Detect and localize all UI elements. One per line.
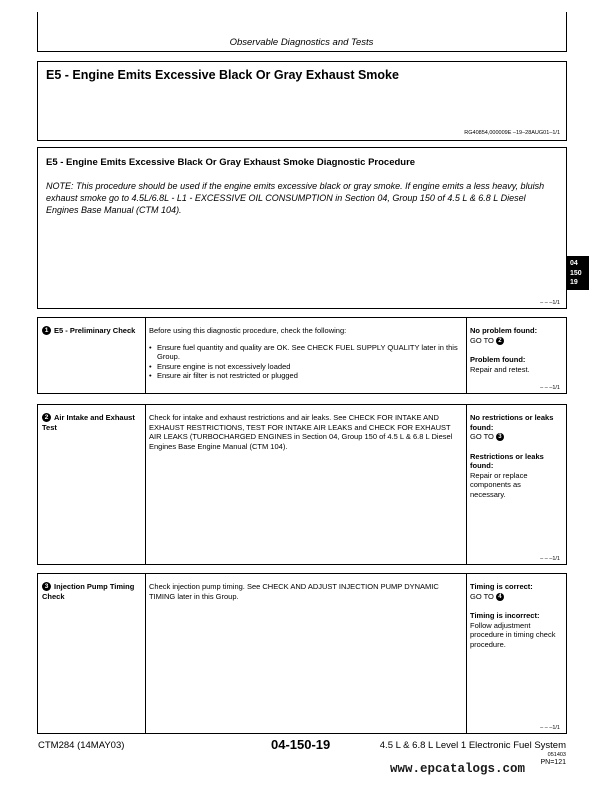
result-label: Restrictions or leaks found:: [470, 451, 544, 470]
step-3-divider-right: [466, 574, 467, 733]
footer-pn: PN=121: [540, 759, 566, 766]
step-2-title: [42, 413, 142, 432]
footer-code: 051403: [547, 752, 566, 758]
section-side-tab: [567, 256, 589, 290]
side-tab-line: 150: [570, 269, 582, 277]
goto-step-badge: 4: [496, 593, 504, 601]
result-action: [470, 432, 564, 442]
goto-text: GO TO: [470, 591, 494, 601]
section-title-box: [37, 61, 567, 141]
result-action: Repair or replace components as necessary.: [470, 470, 528, 499]
checklist-item: • Ensure air filter is not restricted or plugged: [157, 371, 461, 381]
step-3-body: [149, 582, 461, 601]
footer-manual-id: CTM284 (14MAY03): [38, 740, 125, 751]
result-action: Follow adjustment procedure in timing check procedure.: [470, 620, 556, 649]
step-3-box: [37, 573, 567, 734]
goto-step-badge: 3: [496, 433, 504, 441]
step-number-badge: 1: [42, 326, 51, 335]
step-2-ref: – – –1/1: [540, 556, 560, 562]
step-3-body-text: Check injection pump timing. See CHECK AND ADJUST INJECTION PUMP DYNAMIC TIMING later in this Group.: [149, 582, 439, 601]
result-action: Repair and retest.: [470, 364, 530, 374]
result-label: Timing is correct:: [470, 582, 533, 591]
result-action: [470, 592, 564, 602]
header-bottom-rule: [37, 51, 567, 52]
procedure-note: NOTE: This procedure should be used if the engine emits excessive black or gray smoke. If engine emits a less heavy, bluish exhaust smoke go to 4.5L/6.8L - L1 - EXCESSIVE OIL CONSUMPTION in Section 04, Group 150 of 4.5 L & 6.8 L Diesel Engines Base Manual (CTM 104).: [46, 181, 545, 215]
step-number-badge: 2: [42, 413, 51, 422]
step-3-ref: – – –1/1: [540, 725, 560, 731]
result-label: No problem found:: [470, 326, 538, 335]
step-2-results: [470, 413, 564, 499]
goto-text: GO TO: [470, 432, 494, 441]
step-3-divider-left: [145, 574, 146, 733]
step-1-body: [149, 326, 461, 381]
step-3-results: [470, 582, 564, 649]
step-1-divider-left: [145, 318, 146, 393]
step-number-badge: 3: [42, 582, 51, 591]
side-tab-line: 04: [570, 260, 578, 267]
step-2-body: [149, 413, 461, 451]
section-ref: RG40854,000009E –19–28AUG01–1/1: [464, 130, 560, 136]
step-1-title-text: E5 - Preliminary Check: [54, 326, 136, 335]
step-2-box: [37, 404, 567, 565]
footer-page-number: 04-150-19: [271, 737, 331, 752]
step-3-title-text: Injection Pump Timing Check: [42, 582, 135, 601]
step-1-title: [42, 326, 142, 336]
step-1-divider-right: [466, 318, 467, 393]
result-action: [470, 336, 564, 346]
step-2-body-text: Check for intake and exhaust restrictions and air leaks. See CHECK FOR INTAKE AND EXHAUST RESTRICTIONS, TEST FOR INTAKE AIR LEAKS and CHECK FOR EXHAUST AIR LEAKS (TURBOCHARGED ENGINES in Section 04, Group 150 of 4.5 L & 6.8 L Diesel Engines Base Engine Manual (CTM 104).: [149, 413, 453, 451]
result-label: Timing is incorrect:: [470, 611, 540, 620]
procedure-box: [37, 147, 567, 309]
goto-text: GO TO: [470, 335, 494, 345]
step-2-title-text: Air Intake and Exhaust Test: [42, 413, 135, 432]
procedure-ref: – – –1/1: [540, 300, 560, 306]
footer-system-title: 4.5 L & 6.8 L Level 1 Electronic Fuel System: [379, 740, 566, 751]
step-1-ref: – – –1/1: [540, 385, 560, 391]
side-tab-line: 19: [570, 279, 578, 286]
step-2-divider-left: [145, 405, 146, 564]
header-title: Observable Diagnostics and Tests: [229, 37, 374, 48]
section-title: E5 - Engine Emits Excessive Black Or Gray Exhaust Smoke: [46, 68, 399, 82]
checklist-item: • Ensure engine is not excessively loaded: [157, 362, 461, 372]
watermark-link[interactable]: www.epcatalogs.com: [390, 762, 526, 776]
step-2-divider-right: [466, 405, 467, 564]
result-label: No restrictions or leaks found:: [470, 413, 554, 432]
goto-step-badge: 2: [496, 337, 504, 345]
step-1-body-text: Before using this diagnostic procedure, check the following:: [149, 326, 347, 335]
step-1-results: [470, 326, 564, 374]
step-1-box: [37, 317, 567, 394]
result-label: Problem found:: [470, 355, 526, 364]
step-3-title: [42, 582, 142, 601]
checklist-item: • Ensure fuel quantity and quality are OK. See CHECK FUEL SUPPLY QUALITY later in this Group.: [157, 343, 461, 362]
step-1-checklist: [149, 343, 461, 381]
procedure-title: E5 - Engine Emits Excessive Black Or Gray Exhaust Smoke Diagnostic Procedure: [46, 157, 416, 168]
